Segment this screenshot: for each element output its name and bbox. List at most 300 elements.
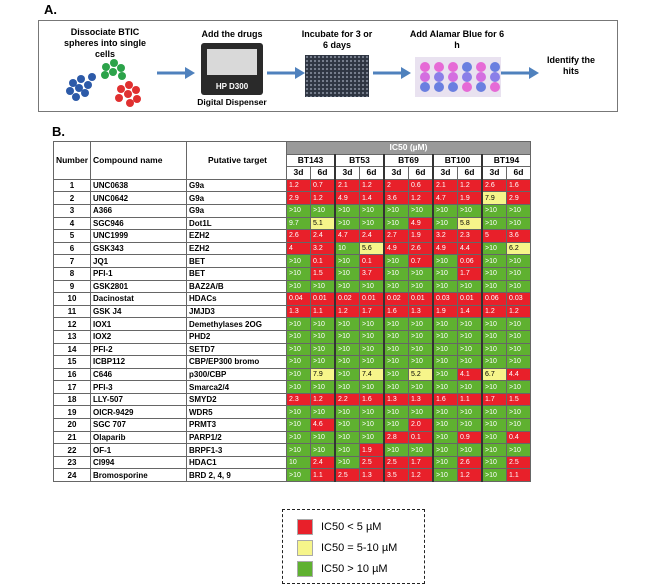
putative-target: Dot1L <box>187 217 287 230</box>
ic50-cell: >10 <box>287 444 311 457</box>
putative-target: JMJD3 <box>187 305 287 318</box>
ic50-cell: 10 <box>287 456 311 469</box>
row-number: 22 <box>54 444 91 457</box>
ic50-cell: >10 <box>507 204 531 217</box>
ic50-cell: >10 <box>384 280 409 293</box>
ic50-cell: 2.4 <box>311 456 336 469</box>
legend-item <box>297 540 397 556</box>
ic50-cell: 0.1 <box>311 255 336 268</box>
ic50-cell: 3.7 <box>360 267 385 280</box>
ic50-cell: 1.5 <box>311 267 336 280</box>
ic50-cell: 1.2 <box>458 469 483 482</box>
ic50-cell: 0.4 <box>507 431 531 444</box>
row-number: 8 <box>54 267 91 280</box>
ic50-cell: >10 <box>409 330 434 343</box>
header-day: 6d <box>360 167 385 180</box>
row-number: 11 <box>54 305 91 318</box>
ic50-cell: >10 <box>507 419 531 432</box>
compound-name: OICR-9429 <box>91 406 187 419</box>
putative-target: BRD 2, 4, 9 <box>187 469 287 482</box>
header-day: 3d <box>433 167 458 180</box>
ic50-cell: >10 <box>409 318 434 331</box>
ic50-cell: >10 <box>507 330 531 343</box>
table-row <box>54 431 531 444</box>
ic50-cell: >10 <box>482 444 507 457</box>
compound-name: LLY-507 <box>91 393 187 406</box>
header-compound: Compound name <box>91 142 187 180</box>
ic50-cell: 4.9 <box>335 192 360 205</box>
ic50-cell: 0.02 <box>335 293 360 306</box>
header-day: 3d <box>287 167 311 180</box>
compound-name: CI994 <box>91 456 187 469</box>
ic50-cell: >10 <box>335 406 360 419</box>
step-alamar-blue: Add Alamar Blue for 6 h <box>409 29 505 50</box>
ic50-cell: >10 <box>360 204 385 217</box>
putative-target: G9a <box>187 179 287 192</box>
row-number: 19 <box>54 406 91 419</box>
ic50-cell: 0.1 <box>409 431 434 444</box>
ic50-cell: >10 <box>433 255 458 268</box>
ic50-cell: >10 <box>482 204 507 217</box>
ic50-cell: >10 <box>482 456 507 469</box>
ic50-cell: 0.01 <box>311 293 336 306</box>
table-row <box>54 280 531 293</box>
ic50-cell: 1.7 <box>360 305 385 318</box>
ic50-cell: >10 <box>458 318 483 331</box>
table-row <box>54 356 531 369</box>
compound-name: UNC0642 <box>91 192 187 205</box>
ic50-cell: >10 <box>335 381 360 394</box>
ic50-cell: >10 <box>433 444 458 457</box>
putative-target: BET <box>187 255 287 268</box>
legend <box>282 509 425 584</box>
ic50-cell: >10 <box>433 280 458 293</box>
ic50-cell: 1.7 <box>458 267 483 280</box>
header-cell-line: BT100 <box>433 154 482 167</box>
ic50-cell: 2.3 <box>458 230 483 243</box>
compound-name: PFI-3 <box>91 381 187 394</box>
ic50-cell: 4.9 <box>384 242 409 255</box>
ic50-cell: 1.9 <box>458 192 483 205</box>
header-day: 3d <box>384 167 409 180</box>
ic50-cell: 3.6 <box>384 192 409 205</box>
table-row <box>54 343 531 356</box>
ic50-cell: >10 <box>335 330 360 343</box>
ic50-cell: >10 <box>335 318 360 331</box>
table-row <box>54 406 531 419</box>
legend-label: IC50 = 5-10 µM <box>321 542 398 554</box>
compound-name: C646 <box>91 368 187 381</box>
header-number: Number <box>54 142 91 180</box>
ic50-cell: 1.2 <box>311 192 336 205</box>
compound-name: GSK343 <box>91 242 187 255</box>
ic50-cell: >10 <box>458 330 483 343</box>
ic50-cell: >10 <box>482 356 507 369</box>
header-ic50: IC50 (µM) <box>287 142 531 155</box>
ic50-cell: 0.7 <box>311 179 336 192</box>
ic50-cell: >10 <box>335 267 360 280</box>
ic50-cell: >10 <box>482 330 507 343</box>
ic50-cell: >10 <box>311 431 336 444</box>
putative-target: PRMT3 <box>187 419 287 432</box>
ic50-cell: >10 <box>311 204 336 217</box>
ic50-cell: >10 <box>384 204 409 217</box>
ic50-cell: 1.4 <box>458 305 483 318</box>
ic50-cell: 1.2 <box>482 305 507 318</box>
ic50-cell: >10 <box>433 356 458 369</box>
table-row <box>54 469 531 482</box>
ic50-cell: 2.1 <box>335 179 360 192</box>
ic50-cell: >10 <box>335 419 360 432</box>
table-row <box>54 255 531 268</box>
ic50-cell: >10 <box>482 280 507 293</box>
header-day: 6d <box>409 167 434 180</box>
compound-name: Olaparib <box>91 431 187 444</box>
row-number: 6 <box>54 242 91 255</box>
ic50-cell: 5.6 <box>360 242 385 255</box>
ic50-cell: >10 <box>507 356 531 369</box>
header-cell-line: BT69 <box>384 154 433 167</box>
table-row <box>54 267 531 280</box>
legend-label: IC50 > 10 µM <box>321 563 388 575</box>
table-row <box>54 393 531 406</box>
ic50-cell: 1.3 <box>409 305 434 318</box>
ic50-cell: 1.1 <box>458 393 483 406</box>
ic50-cell: 4.9 <box>409 217 434 230</box>
ic50-cell: >10 <box>384 381 409 394</box>
ic50-cell: >10 <box>433 217 458 230</box>
ic50-cell: 2.6 <box>409 242 434 255</box>
ic50-cell: 1.3 <box>360 469 385 482</box>
ic50-cell: 2.5 <box>335 469 360 482</box>
compound-name: GSK J4 <box>91 305 187 318</box>
ic50-cell: >10 <box>360 406 385 419</box>
ic50-cell: 1.2 <box>458 179 483 192</box>
ic50-cell: >10 <box>507 343 531 356</box>
panel-a-label: A. <box>44 2 57 17</box>
ic50-cell: >10 <box>482 255 507 268</box>
ic50-cell: 4.9 <box>433 242 458 255</box>
ic50-cell: >10 <box>482 431 507 444</box>
compound-name: JQ1 <box>91 255 187 268</box>
ic50-cell: >10 <box>433 267 458 280</box>
ic50-cell: >10 <box>335 456 360 469</box>
ic50-cell: 5.1 <box>311 217 336 230</box>
row-number: 2 <box>54 192 91 205</box>
ic50-cell: 4.6 <box>311 419 336 432</box>
ic50-cell: 10 <box>335 242 360 255</box>
ic50-cell: >10 <box>287 267 311 280</box>
row-number: 23 <box>54 456 91 469</box>
ic50-cell: >10 <box>311 318 336 331</box>
legend-item <box>297 519 381 535</box>
ic50-cell: >10 <box>360 343 385 356</box>
ic50-cell: 0.02 <box>384 293 409 306</box>
ic50-cell: >10 <box>482 381 507 394</box>
putative-target: BRPF1-3 <box>187 444 287 457</box>
ic50-cell: >10 <box>360 217 385 230</box>
ic50-cell: 4.4 <box>458 242 483 255</box>
well-plate-icon <box>415 57 501 97</box>
ic50-cell: >10 <box>384 255 409 268</box>
ic50-cell: >10 <box>433 204 458 217</box>
putative-target: PHD2 <box>187 330 287 343</box>
step-dissociate: Dissociate BTIC spheres into single cells <box>63 27 147 59</box>
ic50-cell: >10 <box>360 381 385 394</box>
arrow-icon <box>501 65 541 81</box>
ic50-cell: >10 <box>311 330 336 343</box>
ic50-cell: >10 <box>482 343 507 356</box>
putative-target: PARP1/2 <box>187 431 287 444</box>
step-add-drugs: Add the drugs <box>201 29 263 39</box>
ic50-cell: 0.01 <box>409 293 434 306</box>
ic50-cell: 1.3 <box>287 305 311 318</box>
row-number: 21 <box>54 431 91 444</box>
ic50-cell: >10 <box>287 356 311 369</box>
legend-item <box>297 561 388 577</box>
ic50-cell: 1.3 <box>384 393 409 406</box>
ic50-cell: >10 <box>287 431 311 444</box>
putative-target: BAZ2A/B <box>187 280 287 293</box>
ic50-cell: 9.7 <box>287 217 311 230</box>
header-cell-line: BT53 <box>335 154 384 167</box>
ic50-cell: >10 <box>287 343 311 356</box>
putative-target: SETD7 <box>187 343 287 356</box>
cell-clusters-icon <box>61 55 157 109</box>
ic50-cell: >10 <box>287 419 311 432</box>
ic50-cell: 2 <box>384 179 409 192</box>
ic50-cell: 3.2 <box>433 230 458 243</box>
arrow-icon <box>157 65 197 81</box>
ic50-cell: >10 <box>287 381 311 394</box>
putative-target: EZH2 <box>187 242 287 255</box>
ic50-cell: >10 <box>507 255 531 268</box>
ic50-cell: >10 <box>458 356 483 369</box>
ic50-cell: 6.2 <box>507 242 531 255</box>
ic50-cell: 2.5 <box>507 456 531 469</box>
ic50-cell: 4.7 <box>433 192 458 205</box>
ic50-cell: 1.2 <box>335 305 360 318</box>
dispenser-image <box>201 43 263 95</box>
ic50-cell: >10 <box>433 431 458 444</box>
ic50-cell: >10 <box>433 406 458 419</box>
row-number: 12 <box>54 318 91 331</box>
table-row <box>54 204 531 217</box>
header-day: 3d <box>482 167 507 180</box>
ic50-cell: >10 <box>311 280 336 293</box>
ic50-cell: >10 <box>360 280 385 293</box>
ic50-cell: >10 <box>360 356 385 369</box>
putative-target: BET <box>187 267 287 280</box>
ic50-cell: 1.3 <box>409 393 434 406</box>
ic50-cell: >10 <box>311 343 336 356</box>
ic50-cell: >10 <box>458 280 483 293</box>
compound-name: PFI-1 <box>91 267 187 280</box>
ic50-cell: >10 <box>360 330 385 343</box>
ic50-cell: >10 <box>287 368 311 381</box>
ic50-cell: >10 <box>507 217 531 230</box>
ic50-cell: 7.9 <box>311 368 336 381</box>
compound-name: UNC1999 <box>91 230 187 243</box>
ic50-cell: >10 <box>458 204 483 217</box>
putative-target: SMYD2 <box>187 393 287 406</box>
ic50-cell: >10 <box>482 469 507 482</box>
putative-target: p300/CBP <box>187 368 287 381</box>
row-number: 5 <box>54 230 91 243</box>
ic50-cell: 1.6 <box>360 393 385 406</box>
ic50-cell: >10 <box>507 381 531 394</box>
row-number: 9 <box>54 280 91 293</box>
row-number: 13 <box>54 330 91 343</box>
ic50-cell: >10 <box>409 267 434 280</box>
compound-name: GSK2801 <box>91 280 187 293</box>
ic50-cell: 2.6 <box>287 230 311 243</box>
ic50-cell: >10 <box>384 406 409 419</box>
ic50-cell: >10 <box>433 343 458 356</box>
ic50-cell: 3.5 <box>384 469 409 482</box>
ic50-cell: >10 <box>287 255 311 268</box>
ic50-cell: >10 <box>409 381 434 394</box>
compound-name: OF-1 <box>91 444 187 457</box>
ic50-cell: >10 <box>335 343 360 356</box>
ic50-cell: 1.2 <box>287 179 311 192</box>
ic50-cell: >10 <box>458 406 483 419</box>
legend-swatch-yellow <box>297 540 313 556</box>
ic50-cell: 2.8 <box>384 431 409 444</box>
ic50-cell: 5.2 <box>409 368 434 381</box>
ic50-cell: 1.2 <box>409 469 434 482</box>
header-day: 3d <box>335 167 360 180</box>
ic50-cell: >10 <box>384 267 409 280</box>
ic50-cell: 1.7 <box>409 456 434 469</box>
ic50-cell: 2.9 <box>507 192 531 205</box>
ic50-cell: >10 <box>384 318 409 331</box>
ic50-cell: 1.1 <box>311 469 336 482</box>
ic50-cell: >10 <box>335 217 360 230</box>
compound-name: A366 <box>91 204 187 217</box>
table-row <box>54 444 531 457</box>
table-row <box>54 305 531 318</box>
row-number: 24 <box>54 469 91 482</box>
ic50-cell: >10 <box>433 456 458 469</box>
ic50-cell: 4.4 <box>507 368 531 381</box>
ic50-cell: >10 <box>433 368 458 381</box>
ic50-cell: >10 <box>311 444 336 457</box>
ic50-cell: 7.9 <box>482 192 507 205</box>
table-row <box>54 368 531 381</box>
row-number: 10 <box>54 293 91 306</box>
compound-name: PFI-2 <box>91 343 187 356</box>
ic50-cell: >10 <box>482 419 507 432</box>
putative-target: HDAC1 <box>187 456 287 469</box>
compound-name: Dacinostat <box>91 293 187 306</box>
ic50-cell: >10 <box>335 444 360 457</box>
header-day: 6d <box>507 167 531 180</box>
panel-b-label: B. <box>52 124 65 139</box>
ic50-cell: >10 <box>335 368 360 381</box>
ic50-cell: 5.8 <box>458 217 483 230</box>
ic50-cell: >10 <box>311 406 336 419</box>
table-row <box>54 242 531 255</box>
step-incubate: Incubate for 3 or 6 days <box>301 29 373 50</box>
row-number: 16 <box>54 368 91 381</box>
ic50-cell: 3.2 <box>311 242 336 255</box>
ic50-cell: 0.04 <box>287 293 311 306</box>
table-row <box>54 419 531 432</box>
legend-swatch-red <box>297 519 313 535</box>
ic50-cell: >10 <box>433 381 458 394</box>
ic50-cell: >10 <box>409 343 434 356</box>
ic50-cell: >10 <box>384 444 409 457</box>
ic50-cell: >10 <box>458 444 483 457</box>
ic50-cell: >10 <box>384 368 409 381</box>
ic50-cell: >10 <box>384 343 409 356</box>
ic50-cell: >10 <box>482 318 507 331</box>
putative-target: CBP/EP300 bromo <box>187 356 287 369</box>
ic50-cell: >10 <box>507 406 531 419</box>
ic50-cell: >10 <box>335 255 360 268</box>
ic50-cell: 0.03 <box>507 293 531 306</box>
ic50-cell: 4.7 <box>335 230 360 243</box>
ic50-cell: 2.0 <box>409 419 434 432</box>
table-row <box>54 381 531 394</box>
ic50-cell: >10 <box>482 242 507 255</box>
ic50-cell: >10 <box>458 343 483 356</box>
ic50-cell: >10 <box>458 381 483 394</box>
ic50-cell: 0.6 <box>409 179 434 192</box>
ic50-cell: 2.4 <box>360 230 385 243</box>
step-identify-hits: Identify the hits <box>546 55 595 76</box>
dispenser-caption: Digital Dispenser <box>197 97 267 107</box>
table-row <box>54 318 531 331</box>
table-row <box>54 217 531 230</box>
ic50-cell: 4 <box>287 242 311 255</box>
ic50-cell: >10 <box>335 280 360 293</box>
ic50-table <box>53 141 531 482</box>
ic50-cell: >10 <box>335 204 360 217</box>
ic50-cell: >10 <box>507 444 531 457</box>
ic50-cell: >10 <box>287 469 311 482</box>
compound-name: IOX2 <box>91 330 187 343</box>
ic50-cell: >10 <box>433 419 458 432</box>
ic50-cell: >10 <box>507 280 531 293</box>
ic50-cell: 1.1 <box>311 305 336 318</box>
ic50-cell: 2.4 <box>311 230 336 243</box>
putative-target: G9a <box>187 204 287 217</box>
table-row <box>54 293 531 306</box>
compound-name: ICBP112 <box>91 356 187 369</box>
row-number: 20 <box>54 419 91 432</box>
ic50-cell: >10 <box>287 330 311 343</box>
table-row <box>54 179 531 192</box>
ic50-cell: >10 <box>507 318 531 331</box>
putative-target: EZH2 <box>187 230 287 243</box>
ic50-cell: >10 <box>311 356 336 369</box>
ic50-cell: >10 <box>287 406 311 419</box>
ic50-cell: 2.9 <box>287 192 311 205</box>
row-number: 3 <box>54 204 91 217</box>
ic50-cell: 1.1 <box>507 469 531 482</box>
ic50-cell: 1.2 <box>409 192 434 205</box>
ic50-cell: >10 <box>287 318 311 331</box>
ic50-cell: 1.4 <box>360 192 385 205</box>
table-row <box>54 456 531 469</box>
ic50-cell: 0.01 <box>458 293 483 306</box>
table-row <box>54 192 531 205</box>
compound-name: SGC 707 <box>91 419 187 432</box>
header-cell-line: BT143 <box>287 154 336 167</box>
compound-name: IOX1 <box>91 318 187 331</box>
